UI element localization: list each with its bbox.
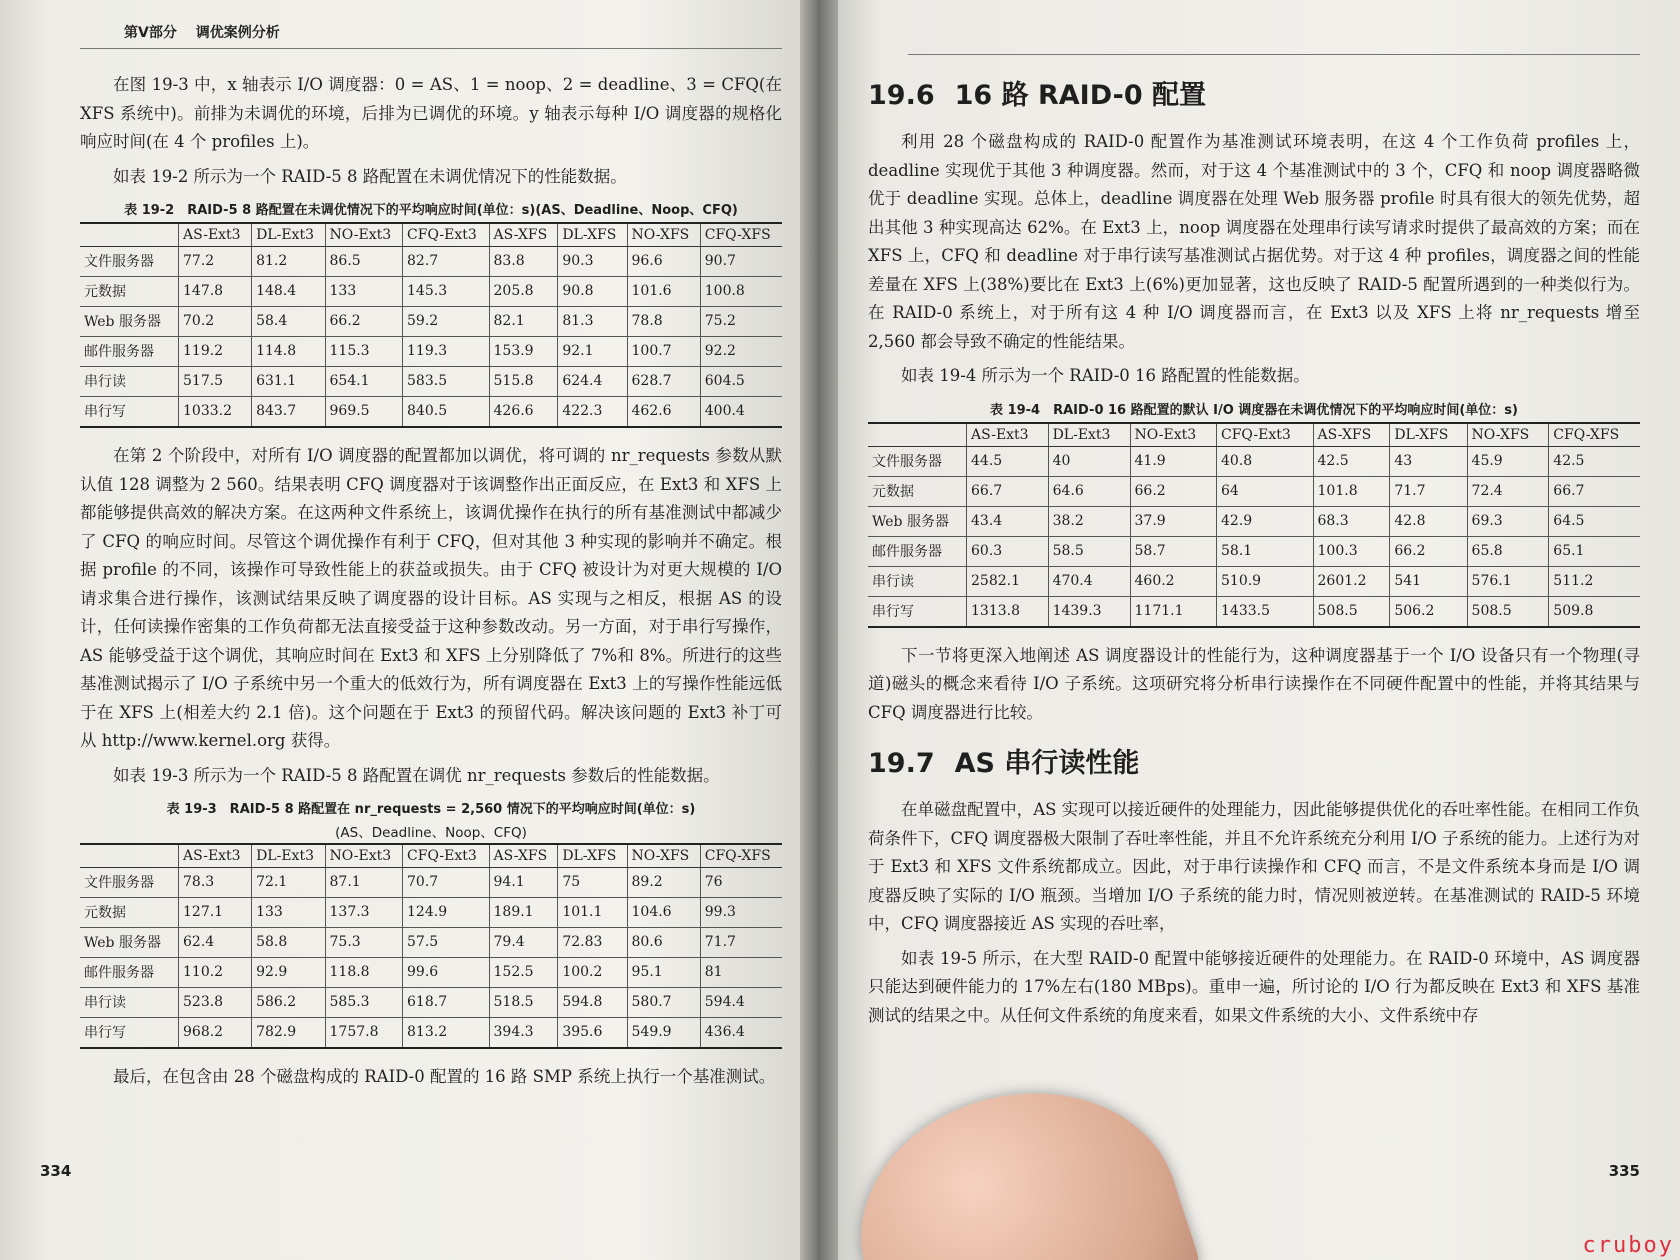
table-cell: 1171.1 xyxy=(1130,596,1217,627)
row-label: 元数据 xyxy=(868,476,967,506)
section-title: AS 串行读性能 xyxy=(954,748,1140,779)
table-row xyxy=(80,868,782,898)
table-cell: 66.2 xyxy=(1390,536,1467,566)
table-row xyxy=(80,247,782,277)
table-cell: 586.2 xyxy=(252,988,325,1018)
table-cell: 72.83 xyxy=(558,928,627,958)
row-label: 串行写 xyxy=(868,596,967,627)
section-number: 19.7 xyxy=(868,748,935,779)
table-cell: 70.7 xyxy=(403,868,489,898)
row-label: 文件服务器 xyxy=(80,868,179,898)
paragraph: 如表 19-3 所示为一个 RAID-5 8 路配置在调优 nr_requests 参数后的性能数据。 xyxy=(113,765,720,785)
table-cell: 127.1 xyxy=(179,898,252,928)
header-cell: NO-XFS xyxy=(627,223,700,247)
table-cell: 95.1 xyxy=(627,958,700,988)
table-cell: 59.2 xyxy=(403,307,489,337)
table-cell: 78.8 xyxy=(627,307,700,337)
table-cell: 400.4 xyxy=(700,397,782,428)
header-cell: DL-XFS xyxy=(1390,423,1467,447)
table-header-row xyxy=(80,223,782,247)
table-cell: 152.5 xyxy=(489,958,558,988)
row-label: 邮件服务器 xyxy=(868,536,967,566)
table-cell: 99.3 xyxy=(700,898,782,928)
table-cell: 86.5 xyxy=(325,247,403,277)
table-cell: 509.8 xyxy=(1549,596,1640,627)
left-page xyxy=(0,0,800,1260)
header-cell: AS-Ext3 xyxy=(967,423,1049,447)
table-cell: 148.4 xyxy=(252,277,325,307)
table-cell: 518.5 xyxy=(489,988,558,1018)
header-cell: CFQ-Ext3 xyxy=(1217,423,1314,447)
table-cell: 90.3 xyxy=(558,247,627,277)
table-cell: 460.2 xyxy=(1130,566,1217,596)
paragraph: 如表 19-4 所示为一个 RAID-0 16 路配置的性能数据。 xyxy=(901,366,1310,385)
table-cell: 83.8 xyxy=(489,247,558,277)
header-cell: AS-XFS xyxy=(489,844,558,868)
section-title: 16 路 RAID-0 配置 xyxy=(954,80,1207,111)
table-cell: 843.7 xyxy=(252,397,325,428)
table-cell: 42.9 xyxy=(1217,506,1314,536)
table-cell: 66.2 xyxy=(1130,476,1217,506)
table-cell: 133 xyxy=(252,898,325,928)
header-cell: NO-Ext3 xyxy=(325,223,403,247)
row-label: 元数据 xyxy=(80,277,179,307)
table-cell: 41.9 xyxy=(1130,446,1217,476)
table-cell: 75.3 xyxy=(325,928,403,958)
paragraph: 如表 19-2 所示为一个 RAID-5 8 路配置在未调优情况下的性能数据。 xyxy=(113,166,627,186)
paragraph: 利用 28 个磁盘构成的 RAID-0 配置作为基准测试环境表明，在这 4 个工作负荷 profiles 上，deadline 实现优于其他 3 种调度器。然而，对于这 4 个基准测试中的 3 个，CFQ 和 noop 调度器略微优于 deadline 实现。总体上，deadline 调度器在处理 Web 服务器 profile 时具有很大的领先优势，超出其他 3 种实现高达 62%。在 Ext3 上，noop 调度器在处理串行读写请求时提供了最高效的方案；而在 XFS 上，CFQ 和 deadline 对于串行读写基准测试占据优势。对于这 4 种 profiles，调度器之间的性能差量在 XFS 上(38%)要比在 Ext3 上(6%)更加显著，这也反映了 RAID-5 配置所遇到的一种类似行为。在 RAID-0 系统上，对于所有这 4 种 I/O 调度器而言，在 Ext3 以及 XFS 上将 nr_requests 增至 2,560 都会导致不确定的性能结果。 xyxy=(868,132,1640,351)
header-cell: DL-XFS xyxy=(558,844,627,868)
table-cell: 66.2 xyxy=(325,307,403,337)
table-cell: 44.5 xyxy=(967,446,1049,476)
table-cell: 60.3 xyxy=(967,536,1049,566)
table-cell: 40 xyxy=(1048,446,1130,476)
table-cell: 99.6 xyxy=(403,958,489,988)
table-cell: 76 xyxy=(700,868,782,898)
row-label: 邮件服务器 xyxy=(80,337,179,367)
table-cell: 42.8 xyxy=(1390,506,1467,536)
table-cell: 422.3 xyxy=(558,397,627,428)
table-cell: 58.7 xyxy=(1130,536,1217,566)
table-cell: 101.6 xyxy=(627,277,700,307)
table-row xyxy=(868,566,1640,596)
table-cell: 395.6 xyxy=(558,1018,627,1049)
table-cell: 75.2 xyxy=(700,307,782,337)
table-cell: 69.3 xyxy=(1467,506,1549,536)
table-cell: 92.1 xyxy=(558,337,627,367)
table-cell: 78.3 xyxy=(179,868,252,898)
table-cell: 62.4 xyxy=(179,928,252,958)
table-cell: 96.6 xyxy=(627,247,700,277)
row-label: 文件服务器 xyxy=(80,247,179,277)
table-cell: 82.7 xyxy=(403,247,489,277)
row-label: 串行读 xyxy=(80,367,179,397)
header-cell: CFQ-Ext3 xyxy=(403,223,489,247)
watermark: cruboy xyxy=(1582,1233,1674,1258)
table-cell: 436.4 xyxy=(700,1018,782,1049)
table-row xyxy=(80,337,782,367)
table-19-2 xyxy=(80,222,782,428)
table-cell: 81 xyxy=(700,958,782,988)
table-cell: 101.1 xyxy=(558,898,627,928)
table-row xyxy=(868,506,1640,536)
table-cell: 654.1 xyxy=(325,367,403,397)
table-cell: 119.3 xyxy=(403,337,489,367)
table-cell: 2582.1 xyxy=(967,566,1049,596)
table-cell: 42.5 xyxy=(1313,446,1390,476)
table-cell: 104.6 xyxy=(627,898,700,928)
header-cell xyxy=(868,423,967,447)
table-cell: 2601.2 xyxy=(1313,566,1390,596)
table-row xyxy=(80,277,782,307)
table-row xyxy=(80,397,782,428)
header-cell: CFQ-XFS xyxy=(1549,423,1640,447)
row-label: 邮件服务器 xyxy=(80,958,179,988)
table-cell: 782.9 xyxy=(252,1018,325,1049)
table-cell: 119.2 xyxy=(179,337,252,367)
table-cell: 1757.8 xyxy=(325,1018,403,1049)
header-cell: DL-Ext3 xyxy=(252,844,325,868)
row-label: 串行读 xyxy=(80,988,179,1018)
table-row xyxy=(868,446,1640,476)
table-cell: 68.3 xyxy=(1313,506,1390,536)
header-cell: NO-XFS xyxy=(627,844,700,868)
table-cell: 110.2 xyxy=(179,958,252,988)
row-label: Web 服务器 xyxy=(80,928,179,958)
table-cell: 38.2 xyxy=(1048,506,1130,536)
table-cell: 1033.2 xyxy=(179,397,252,428)
header-cell: CFQ-XFS xyxy=(700,223,782,247)
row-label: 元数据 xyxy=(80,898,179,928)
table-cell: 189.1 xyxy=(489,898,558,928)
table-cell: 58.5 xyxy=(1048,536,1130,566)
header-cell: DL-XFS xyxy=(558,223,627,247)
table-cell: 75 xyxy=(558,868,627,898)
table-cell: 585.3 xyxy=(325,988,403,1018)
table-cell: 66.7 xyxy=(967,476,1049,506)
table-cell: 511.2 xyxy=(1549,566,1640,596)
table-cell: 115.3 xyxy=(325,337,403,367)
table-cell: 1439.3 xyxy=(1048,596,1130,627)
table-cell: 118.8 xyxy=(325,958,403,988)
table-cell: 45.9 xyxy=(1467,446,1549,476)
table-row xyxy=(868,476,1640,506)
header-cell: DL-Ext3 xyxy=(1048,423,1130,447)
table-cell: 1433.5 xyxy=(1217,596,1314,627)
table-cell: 124.9 xyxy=(403,898,489,928)
table-cell: 462.6 xyxy=(627,397,700,428)
table-19-3 xyxy=(80,843,782,1049)
table-cell: 517.5 xyxy=(179,367,252,397)
table-row xyxy=(868,596,1640,627)
table-cell: 147.8 xyxy=(179,277,252,307)
header-cell: AS-XFS xyxy=(489,223,558,247)
table-cell: 628.7 xyxy=(627,367,700,397)
header-cell: NO-XFS xyxy=(1467,423,1549,447)
table-caption: 表 19-4 RAID-0 16 路配置的默认 I/O 调度器在未调优情况下的平均响应时间(单位：s) xyxy=(990,402,1518,418)
table-row xyxy=(80,367,782,397)
table-cell: 969.5 xyxy=(325,397,403,428)
table-cell: 426.6 xyxy=(489,397,558,428)
header-cell: NO-Ext3 xyxy=(325,844,403,868)
table-cell: 77.2 xyxy=(179,247,252,277)
header-cell xyxy=(80,223,179,247)
table-cell: 58.4 xyxy=(252,307,325,337)
table-cell: 87.1 xyxy=(325,868,403,898)
table-cell: 840.5 xyxy=(403,397,489,428)
row-label: 串行写 xyxy=(80,397,179,428)
table-cell: 523.8 xyxy=(179,988,252,1018)
table-cell: 66.7 xyxy=(1549,476,1640,506)
table-cell: 89.2 xyxy=(627,868,700,898)
table-cell: 58.1 xyxy=(1217,536,1314,566)
header-cell: NO-Ext3 xyxy=(1130,423,1217,447)
table-cell: 604.5 xyxy=(700,367,782,397)
table-cell: 42.5 xyxy=(1549,446,1640,476)
section-number: 19.6 xyxy=(868,80,935,111)
table-cell: 145.3 xyxy=(403,277,489,307)
table-row xyxy=(80,928,782,958)
table-cell: 101.8 xyxy=(1313,476,1390,506)
header-cell: AS-Ext3 xyxy=(179,844,252,868)
paragraph: 在单磁盘配置中，AS 实现可以接近硬件的处理能力，因此能够提供优化的吞吐率性能。在相同工作负荷条件下，CFQ 调度器极大限制了吞吐率性能，并且不允许系统充分利用 I/O 子系统的能力。上述行为对于 Ext3 和 XFS 文件系统都成立。因此，对于串行读操作和 CFQ 而言，不是文件系统本身而是 I/O 调度器反映了实际的 I/O 瓶颈。当增加 I/O 子系统的能力时，情况则被逆转。在基准测试的 RAID-5 环境中，CFQ 调度器接近 AS 实现的吞吐率， xyxy=(868,800,1640,933)
table-cell: 80.6 xyxy=(627,928,700,958)
row-label: Web 服务器 xyxy=(868,506,967,536)
table-row xyxy=(80,988,782,1018)
table-cell: 72.4 xyxy=(1467,476,1549,506)
table-cell: 506.2 xyxy=(1390,596,1467,627)
header-cell: CFQ-XFS xyxy=(700,844,782,868)
table-header-row xyxy=(80,844,782,868)
table-cell: 968.2 xyxy=(179,1018,252,1049)
table-cell: 40.8 xyxy=(1217,446,1314,476)
table-cell: 508.5 xyxy=(1467,596,1549,627)
table-row xyxy=(80,958,782,988)
table-cell: 64.6 xyxy=(1048,476,1130,506)
table-cell: 65.8 xyxy=(1467,536,1549,566)
table-cell: 65.1 xyxy=(1549,536,1640,566)
table-cell: 43.4 xyxy=(967,506,1049,536)
section-heading xyxy=(868,741,1640,780)
table-cell: 82.1 xyxy=(489,307,558,337)
paragraph: 在图 19-3 中，x 轴表示 I/O 调度器：0 = AS、1 = noop、2 = deadline、3 = CFQ(在 XFS 系统中)。前排为未调优的环境，后排为已调优的环境。y 轴表示每种 I/O 调度器的规格化响应时间(在 4 个 profiles 上)。 xyxy=(80,75,782,151)
table-caption: 表 19-3 RAID-5 8 路配置在 nr_requests = 2,560 情况下的平均响应时间(单位：s) xyxy=(166,802,696,817)
page-number: 335 xyxy=(1608,1162,1640,1180)
table-cell: 72.1 xyxy=(252,868,325,898)
table-caption-subtitle: (AS、Deadline、Noop、CFQ) xyxy=(335,825,527,841)
table-cell: 205.8 xyxy=(489,277,558,307)
table-cell: 470.4 xyxy=(1048,566,1130,596)
table-cell: 583.5 xyxy=(403,367,489,397)
header-cell: AS-Ext3 xyxy=(179,223,252,247)
table-cell: 70.2 xyxy=(179,307,252,337)
paragraph: 如表 19-5 所示，在大型 RAID-0 配置中能够接近硬件的处理能力。在 RAID-0 环境中，AS 调度器只能达到硬件能力的 17%左右(180 MBps)。重申一遍，所讨论的 I/O 行为都反映在 Ext3 和 XFS 基准测试的结果之中。从任何文件系统的角度来看，如果文件系统的大小、文件系统中存 xyxy=(868,948,1640,1025)
running-head xyxy=(80,22,782,49)
header-cell: AS-XFS xyxy=(1313,423,1390,447)
table-cell: 81.2 xyxy=(252,247,325,277)
table-cell: 813.2 xyxy=(403,1018,489,1049)
table-cell: 508.5 xyxy=(1313,596,1390,627)
part-title: 调优案例分析 xyxy=(195,25,280,41)
paragraph: 下一节将更深入地阐述 AS 调度器设计的性能行为，这种调度器基于一个 I/O 设备只有一个物理(寻道)磁头的概念来看待 I/O 子系统。这项研究将分析串行读操作在不同硬件配置中的性能，并将其结果与 CFQ 调度器进行比较。 xyxy=(868,645,1640,722)
table-caption: 表 19-2 RAID-5 8 路配置在未调优情况下的平均响应时间(单位：s)(AS、Deadline、Noop、CFQ) xyxy=(124,203,738,218)
table-cell: 100.8 xyxy=(700,277,782,307)
section-heading xyxy=(868,73,1640,112)
table-cell: 594.8 xyxy=(558,988,627,1018)
table-cell: 64.5 xyxy=(1549,506,1640,536)
table-cell: 394.3 xyxy=(489,1018,558,1049)
table-cell: 510.9 xyxy=(1217,566,1314,596)
table-cell: 71.7 xyxy=(1390,476,1467,506)
table-cell: 580.7 xyxy=(627,988,700,1018)
table-cell: 92.9 xyxy=(252,958,325,988)
row-label: 串行读 xyxy=(868,566,967,596)
part-label: 第Ⅴ部分 xyxy=(124,25,177,41)
header-cell xyxy=(80,844,179,868)
paragraph: 在第 2 个阶段中，对所有 I/O 调度器的配置都加以调优，将可调的 nr_requests 参数从默认值 128 调整为 2 560。结果表明 CFQ 调度器对于该调整作出正面反应，在 Ext3 和 XFS 上都能够提供高效的解决方案。在这两种文件系统上，该调优操作在执行的所有基准测试中都减少了 CFQ 的响应时间。尽管这个调优操作有利于 CFQ，但对其他 3 种实现的影响并不确定。根据 profile 的不同，该操作可导致性能上的获益或损失。由于 CFQ 被设计为对更大规模的 I/O 请求集合进行操作，该测试结果反映了调度器的设计目标。AS 实现与之相反，根据 AS 的设计，任何读操作密集的工作负荷都无法直接受益于这种参数改动。另一方面，对于串行写操作，AS 能够受益于这个调优，其响应时间在 Ext3 和 XFS 上分别降低了 7%和 8%。所进行的这些基准测试揭示了 I/O 子系统中另一个重大的低效行为，所有调度器在 Ext3 上的写操作性能远低于在 XFS 上(相差大约 2.1 倍)。这个问题在于 Ext3 的预留代码。解决该问题的 Ext3 补丁可从 http://www.kernel.org 获得。 xyxy=(80,446,782,750)
header-rule xyxy=(908,30,1640,55)
table-cell: 137.3 xyxy=(325,898,403,928)
row-label: 串行写 xyxy=(80,1018,179,1049)
table-cell: 71.7 xyxy=(700,928,782,958)
page-number: 334 xyxy=(40,1162,72,1180)
table-row xyxy=(80,307,782,337)
table-row xyxy=(868,536,1640,566)
table-cell: 100.7 xyxy=(627,337,700,367)
table-cell: 624.4 xyxy=(558,367,627,397)
right-page xyxy=(838,0,1680,1260)
table-cell: 92.2 xyxy=(700,337,782,367)
table-cell: 1313.8 xyxy=(967,596,1049,627)
table-cell: 515.8 xyxy=(489,367,558,397)
table-cell: 43 xyxy=(1390,446,1467,476)
table-header-row xyxy=(868,423,1640,447)
table-cell: 64 xyxy=(1217,476,1314,506)
paragraph: 最后，在包含由 28 个磁盘构成的 RAID-0 配置的 16 路 SMP 系统上执行一个基准测试。 xyxy=(113,1067,776,1086)
table-cell: 618.7 xyxy=(403,988,489,1018)
table-cell: 153.9 xyxy=(489,337,558,367)
table-cell: 90.7 xyxy=(700,247,782,277)
table-cell: 549.9 xyxy=(627,1018,700,1049)
table-cell: 541 xyxy=(1390,566,1467,596)
book-gutter xyxy=(800,0,838,1260)
table-cell: 594.4 xyxy=(700,988,782,1018)
header-cell: DL-Ext3 xyxy=(252,223,325,247)
table-cell: 37.9 xyxy=(1130,506,1217,536)
table-cell: 57.5 xyxy=(403,928,489,958)
table-cell: 58.8 xyxy=(252,928,325,958)
table-cell: 90.8 xyxy=(558,277,627,307)
table-19-4 xyxy=(868,422,1640,628)
table-cell: 79.4 xyxy=(489,928,558,958)
table-row xyxy=(80,898,782,928)
table-cell: 631.1 xyxy=(252,367,325,397)
table-cell: 100.2 xyxy=(558,958,627,988)
table-cell: 94.1 xyxy=(489,868,558,898)
table-cell: 133 xyxy=(325,277,403,307)
table-row xyxy=(80,1018,782,1049)
row-label: 文件服务器 xyxy=(868,446,967,476)
table-cell: 114.8 xyxy=(252,337,325,367)
table-cell: 100.3 xyxy=(1313,536,1390,566)
row-label: Web 服务器 xyxy=(80,307,179,337)
table-cell: 576.1 xyxy=(1467,566,1549,596)
header-cell: CFQ-Ext3 xyxy=(403,844,489,868)
table-cell: 81.3 xyxy=(558,307,627,337)
